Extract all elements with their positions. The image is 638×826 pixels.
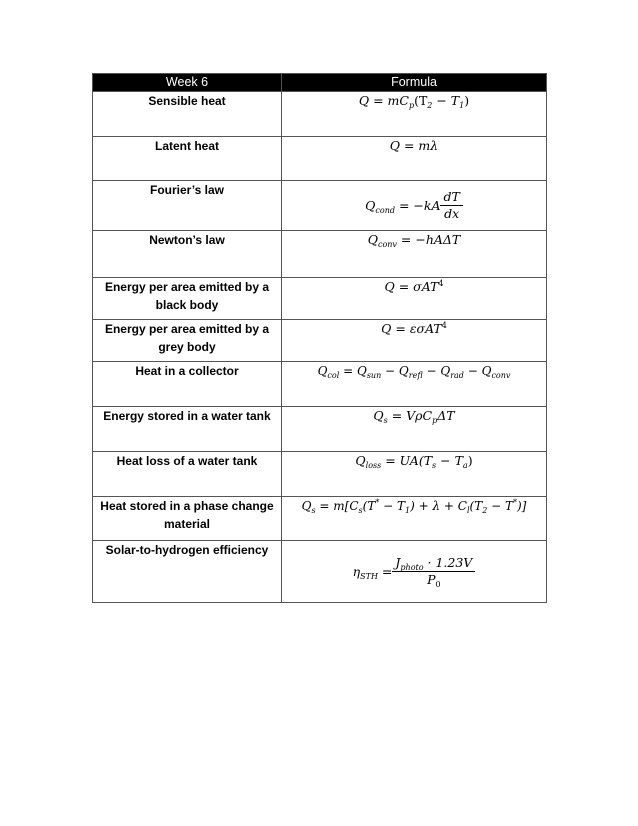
formula-grey-body: Q = εσAT$^4$ — [282, 320, 547, 362]
row-label: Heat stored in a phase change material — [93, 497, 282, 541]
row-label: Energy stored in a water tank — [93, 407, 282, 452]
header-formula: Formula — [282, 74, 547, 92]
table-row — [93, 541, 547, 603]
table-row — [93, 320, 547, 362]
table-row — [93, 452, 547, 497]
formula-black-body: Q = σAT$^4$ — [282, 278, 547, 320]
row-label: Solar-to-hydrogen efficiency — [93, 541, 282, 603]
row-label: Energy per area emitted by a black body — [93, 278, 282, 320]
row-label: Energy per area emitted by a grey body — [93, 320, 282, 362]
table-row — [93, 137, 547, 181]
row-label: Fourier’s law — [93, 181, 282, 231]
table-row — [93, 181, 547, 231]
formula-latent-heat: Q = mλ — [282, 137, 547, 181]
row-label: Latent heat — [93, 137, 282, 181]
formula-phase-change: $Q_s = m[C_s(T^* - T_1) + \lambda + C_l(T_2 - T^*)]$ — [282, 497, 547, 541]
formula-newton: $Q_{conv} = -hA\Delta T$ — [282, 231, 547, 278]
row-label: Newton’s law — [93, 231, 282, 278]
formula-solar-to-hydrogen: $\eta_{STH}$ = $\frac{J_{photo} \cdot 1.23V}{P_0}$ — [282, 541, 547, 603]
row-label: Heat loss of a water tank — [93, 452, 282, 497]
formula-sensible-heat: $Q = mC_p(T_2 - T_1)$ — [282, 92, 547, 137]
table-row — [93, 497, 547, 541]
formula-tank-loss: $Q_{loss} = UA(T_s - T_a)$ — [282, 452, 547, 497]
formula-water-tank: $Q_s = V\rho C_p\Delta T$ — [282, 407, 547, 452]
table-row — [93, 278, 547, 320]
formula-fourier: $Q_{cond} = -kA$ $\frac{dT}{dx}$ — [282, 181, 547, 231]
formula-collector: $Q_{col} = Q_{sun} - Q_{refl} - Q_{rad} - Q_{conv}$ — [282, 362, 547, 407]
header-week: Week 6 — [93, 74, 282, 92]
table-header-row — [93, 74, 547, 92]
table-row — [93, 407, 547, 452]
row-label: Sensible heat — [93, 92, 282, 137]
table-row — [93, 231, 547, 278]
row-label: Heat in a collector — [93, 362, 282, 407]
table-row — [93, 362, 547, 407]
table-row — [93, 92, 547, 137]
formula-table — [92, 73, 547, 603]
